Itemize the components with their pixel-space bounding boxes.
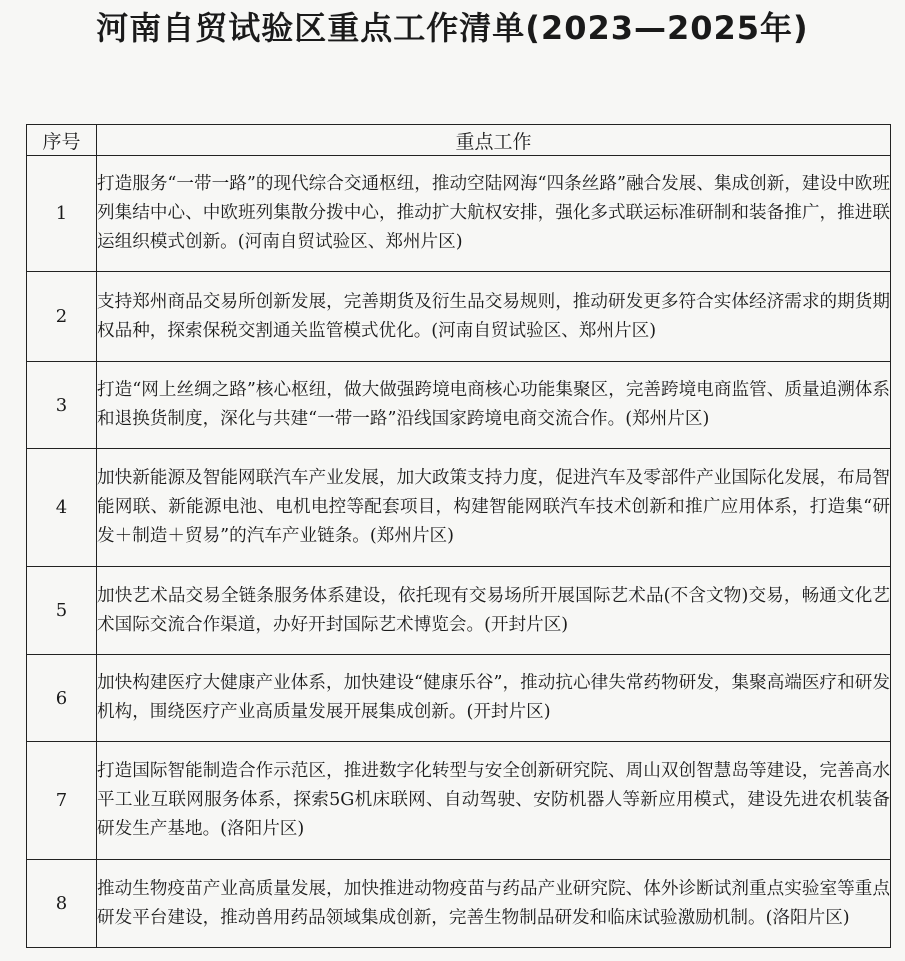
- row-number: 4: [27, 449, 97, 567]
- header-serial-number: 序号: [27, 125, 97, 156]
- table-header-row: [27, 125, 891, 156]
- row-text: 加快构建医疗大健康产业体系，加快建设“健康乐谷”，推动抗心律失常药物研发，集聚高端医疗和研发机构，围绕医疗产业高质量发展开展集成创新。(开封片区): [97, 655, 891, 742]
- row-number: 7: [27, 742, 97, 860]
- header-key-work: 重点工作: [97, 125, 891, 156]
- table-row: [27, 742, 891, 860]
- row-number: 8: [27, 860, 97, 948]
- table-row: [27, 449, 891, 567]
- row-number: 2: [27, 272, 97, 362]
- row-number: 5: [27, 567, 97, 655]
- row-text: 打造服务“一带一路”的现代综合交通枢纽，推动空陆网海“四条丝路”融合发展、集成创新，建设中欧班列集结中心、中欧班列集散分拨中心，推动扩大航权安排，强化多式联运标准研制和装备推广，推进联运组织模式创新。(河南自贸试验区、郑州片区): [97, 156, 891, 272]
- table-row: [27, 860, 891, 948]
- row-text: 打造国际智能制造合作示范区，推进数字化转型与安全创新研究院、周山双创智慧岛等建设，完善高水平工业互联网服务体系，探索5G机床联网、自动驾驶、安防机器人等新应用模式，建设先进农机装备研发生产基地。(洛阳片区): [97, 742, 891, 860]
- row-number: 3: [27, 362, 97, 449]
- row-text: 推动生物疫苗产业高质量发展，加快推进动物疫苗与药品产业研究院、体外诊断试剂重点实验室等重点研发平台建设，推动兽用药品领域集成创新，完善生物制品研发和临床试验激励机制。(洛阳片区): [97, 860, 891, 948]
- row-number: 6: [27, 655, 97, 742]
- key-work-table: [26, 124, 891, 948]
- table-row: [27, 272, 891, 362]
- table-row: [27, 156, 891, 272]
- table-row: [27, 655, 891, 742]
- table-row: [27, 362, 891, 449]
- row-text: 加快艺术品交易全链条服务体系建设，依托现有交易场所开展国际艺术品(不含文物)交易，畅通文化艺术国际交流合作渠道，办好开封国际艺术博览会。(开封片区): [97, 567, 891, 655]
- row-number: 1: [27, 156, 97, 272]
- table-row: [27, 567, 891, 655]
- row-text: 支持郑州商品交易所创新发展，完善期货及衍生品交易规则，推动研发更多符合实体经济需求的期货期权品种，探索保税交割通关监管模式优化。(河南自贸试验区、郑州片区): [97, 272, 891, 362]
- row-text: 打造“网上丝绸之路”核心枢纽，做大做强跨境电商核心功能集聚区，完善跨境电商监管、质量追溯体系和退换货制度，深化与共建“一带一路”沿线国家跨境电商交流合作。(郑州片区): [97, 362, 891, 449]
- document-title: 河南自贸试验区重点工作清单(2023—2025年): [96, 9, 809, 47]
- row-text: 加快新能源及智能网联汽车产业发展，加大政策支持力度，促进汽车及零部件产业国际化发展，布局智能网联、新能源电池、电机电控等配套项目，构建智能网联汽车技术创新和推广应用体系，打造集“研发＋制造＋贸易”的汽车产业链条。(郑州片区): [97, 449, 891, 567]
